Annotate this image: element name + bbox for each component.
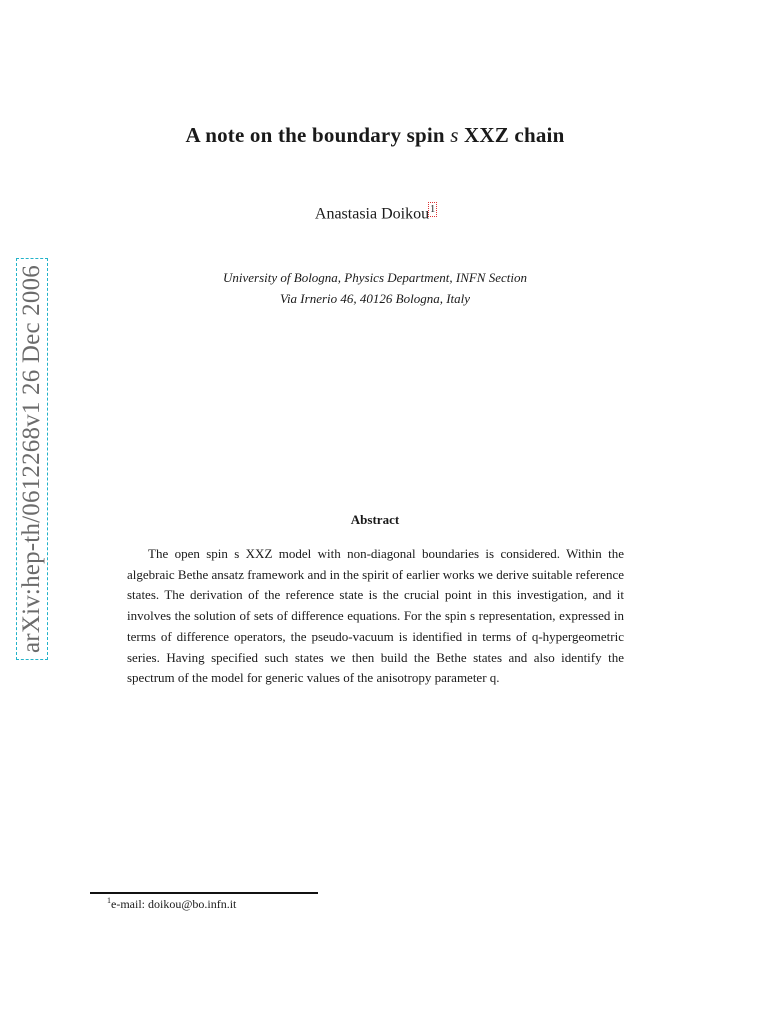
author-name: Anastasia Doikou <box>314 205 430 223</box>
affiliation-line-2: Via Irnerio 46, 40126 Bologna, Italy <box>279 291 471 306</box>
arxiv-stamp-text: arXiv:hep-th/0612268v1 26 Dec 2006 <box>18 265 45 653</box>
title-pre: A note on the boundary spin <box>185 123 451 147</box>
footnote-text: e-mail: doikou@bo.infn.it <box>111 897 237 911</box>
title-post: XXZ chain <box>458 123 565 147</box>
abstract-paragraph: The open spin s XXZ model with non-diagonal boundaries is considered. Within the algebraic Bethe ansatz framework and in the spirit of earlier works we derive suitable reference states. The derivation of the reference state is the crucial point in this investigation, and it involves the solution of sets of difference equations. For the spin s representation, expressed in terms of difference operators, the pseudo-vacuum is identified in terms of q-hypergeometric series. Having specified such states we then build the Bethe states and also identify the spectrum of the model for generic values of the anisotropy parameter q. <box>127 546 624 686</box>
footnote-mark: 1 <box>107 896 111 905</box>
affiliation-line-1: University of Bologna, Physics Department, INFN Section <box>222 270 527 285</box>
author-line <box>0 204 750 223</box>
abstract-heading: Abstract <box>350 512 400 527</box>
paper-title <box>0 123 750 148</box>
footnote-link[interactable]: 1 <box>430 204 436 215</box>
title-math-symbol: s <box>450 123 459 147</box>
footnote-rule <box>90 892 318 894</box>
footnote <box>107 896 236 912</box>
abstract-body <box>127 544 624 689</box>
arxiv-stamp-link[interactable] <box>16 258 48 660</box>
